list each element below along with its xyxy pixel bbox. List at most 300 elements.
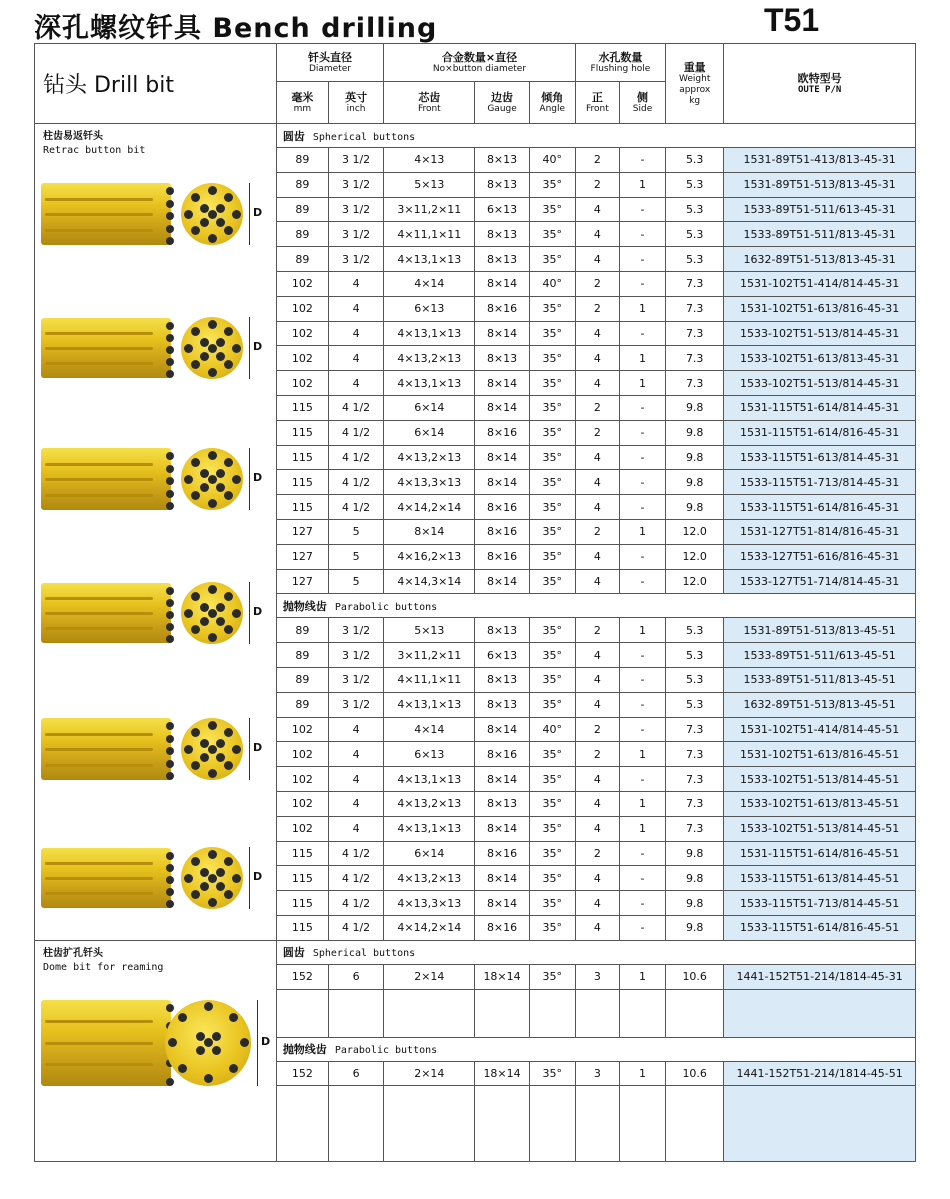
table-cell: - (619, 395, 665, 420)
dimension-label: D (253, 471, 263, 484)
part-number-cell: 1531-89T51-413/813-45-31 (724, 148, 916, 173)
part-number-cell: 1533-102T51-513/814-45-31 (724, 371, 916, 396)
table-cell: 4 (328, 346, 383, 371)
table-cell: 4×13,3×13 (384, 470, 475, 495)
table-cell: 6×13 (384, 742, 475, 767)
table-cell: 115 (276, 866, 328, 891)
table-cell: 4 (328, 296, 383, 321)
table-cell: 8×14 (475, 321, 529, 346)
table-cell: - (619, 891, 665, 916)
table-cell: - (619, 643, 665, 668)
table-cell: 115 (276, 395, 328, 420)
table-cell: 3×11,2×11 (384, 643, 475, 668)
inch-heading: 英寸 inch (328, 82, 383, 124)
table-cell: 8×14 (475, 767, 529, 792)
part-number-cell: 1531-115T51-614/816-45-31 (724, 420, 916, 445)
part-number-cell: 1533-115T51-613/814-45-31 (724, 445, 916, 470)
weight-heading: 重量 Weight approx kg (666, 44, 724, 124)
table-cell: 4 (575, 197, 619, 222)
table-cell: 1 (619, 964, 665, 989)
table-cell: 4 (575, 222, 619, 247)
table-cell: 2 (575, 742, 619, 767)
table-cell: 3 1/2 (328, 172, 383, 197)
table-cell: 8×13 (475, 667, 529, 692)
table-cell: 35° (529, 915, 575, 940)
table-cell: 6 (328, 964, 383, 989)
table-cell: 89 (276, 618, 328, 643)
table-cell: 4×14 (384, 717, 475, 742)
table-cell: 12.0 (666, 519, 724, 544)
table-cell: 6×14 (384, 395, 475, 420)
table-cell: 4 (328, 371, 383, 396)
table-cell: 8×16 (475, 519, 529, 544)
table-cell: 3 (575, 964, 619, 989)
flushing-heading: 水孔数量 Flushing hole (575, 44, 665, 82)
part-number-cell: 1531-102T51-414/814-45-31 (724, 271, 916, 296)
table-cell: 5.3 (666, 247, 724, 272)
dimension-label: D (253, 741, 263, 754)
table-cell: 115 (276, 891, 328, 916)
table-cell: 9.8 (666, 420, 724, 445)
product-table (34, 43, 916, 1162)
table-cell: 10.6 (666, 964, 724, 989)
table-cell: 115 (276, 915, 328, 940)
flush-front-heading: 正 Front (575, 82, 619, 124)
table-cell: 4×11,1×11 (384, 222, 475, 247)
table-cell: 8×14 (475, 395, 529, 420)
table-cell: 6×14 (384, 841, 475, 866)
section-heading: 抛物线齿 Parabolic buttons (276, 594, 915, 618)
dimension-label: D (261, 1034, 271, 1048)
table-cell: 115 (276, 470, 328, 495)
part-number-cell: 1533-102T51-513/814-45-51 (724, 816, 916, 841)
table-cell: 5.3 (666, 643, 724, 668)
table-cell: 4 (575, 495, 619, 520)
table-cell: 18×14 (475, 964, 529, 989)
table-cell: 35° (529, 395, 575, 420)
part-number-cell: 1531-115T51-614/816-45-51 (724, 841, 916, 866)
table-cell: 3 1/2 (328, 148, 383, 173)
table-cell: 4×13,1×13 (384, 692, 475, 717)
table-cell: 12.0 (666, 569, 724, 594)
table-cell: 115 (276, 420, 328, 445)
drill-bit-image (41, 844, 271, 914)
table-cell: 4 1/2 (328, 891, 383, 916)
part-number-cell: 1632-89T51-513/813-45-31 (724, 247, 916, 272)
table-cell: - (619, 445, 665, 470)
part-number-cell: 1533-89T51-511/813-45-31 (724, 222, 916, 247)
table-cell: 7.3 (666, 271, 724, 296)
table-cell: 35° (529, 296, 575, 321)
table-cell: 4 (575, 371, 619, 396)
table-cell: 89 (276, 172, 328, 197)
table-cell: 4 (575, 643, 619, 668)
table-cell: 4×14 (384, 271, 475, 296)
table-cell: 40° (529, 271, 575, 296)
table-cell: - (619, 915, 665, 940)
table-cell: 35° (529, 569, 575, 594)
table-cell: 102 (276, 791, 328, 816)
table-cell: 7.3 (666, 816, 724, 841)
table-cell: 6×13 (384, 296, 475, 321)
table-cell: - (619, 495, 665, 520)
table-cell: 35° (529, 172, 575, 197)
table-cell: - (619, 470, 665, 495)
table-cell: 4 (575, 915, 619, 940)
table-cell: 35° (529, 1061, 575, 1086)
drill-bit-image (41, 714, 271, 786)
bit-face-icon (181, 847, 243, 909)
section-heading: 抛物线齿 Parabolic buttons (276, 1037, 915, 1061)
table-cell: 2 (575, 717, 619, 742)
table-cell: 3 (575, 1061, 619, 1086)
table-cell: 1 (619, 791, 665, 816)
table-cell: 6 (328, 1061, 383, 1086)
table-cell: - (619, 321, 665, 346)
table-cell: - (619, 148, 665, 173)
table-cell: 8×16 (475, 742, 529, 767)
table-cell: 4×13,1×13 (384, 371, 475, 396)
table-cell: 4 (575, 569, 619, 594)
table-cell: 4 (575, 445, 619, 470)
table-cell: 8×14 (475, 371, 529, 396)
part-number-cell: 1533-89T51-511/613-45-31 (724, 197, 916, 222)
table-cell: 6×13 (475, 197, 529, 222)
table-cell: 35° (529, 816, 575, 841)
part-number-cell: 1533-102T51-613/813-45-31 (724, 346, 916, 371)
part-number-cell: 1632-89T51-513/813-45-51 (724, 692, 916, 717)
table-cell: 35° (529, 891, 575, 916)
part-number-cell: 1531-89T51-513/813-45-31 (724, 172, 916, 197)
table-cell: 2×14 (384, 964, 475, 989)
table-cell: 9.8 (666, 915, 724, 940)
table-cell: 8×13 (475, 247, 529, 272)
table-cell: 1 (619, 296, 665, 321)
table-cell: 127 (276, 544, 328, 569)
table-cell: 4×13,2×13 (384, 866, 475, 891)
table-cell: 8×16 (475, 296, 529, 321)
table-cell: 3 1/2 (328, 618, 383, 643)
table-cell: 127 (276, 569, 328, 594)
table-cell: 4 1/2 (328, 495, 383, 520)
table-cell: 8×13 (475, 222, 529, 247)
table-cell: 1 (619, 1061, 665, 1086)
table-cell: 4 (328, 271, 383, 296)
table-cell: 4 1/2 (328, 915, 383, 940)
buttons-heading: 合金数量×直径 No×button diameter (384, 44, 576, 82)
angle-heading: 倾角 Angle (529, 82, 575, 124)
table-cell: 35° (529, 247, 575, 272)
bit-group-cell (35, 940, 277, 1162)
table-cell: 35° (529, 866, 575, 891)
table-cell: 35° (529, 692, 575, 717)
table-cell: 4 (575, 667, 619, 692)
table-cell: 3 1/2 (328, 692, 383, 717)
table-cell: 2 (575, 841, 619, 866)
table-cell: 5×13 (384, 172, 475, 197)
table-cell: 1 (619, 816, 665, 841)
table-cell: 89 (276, 197, 328, 222)
table-cell: 4 1/2 (328, 420, 383, 445)
table-cell: - (619, 767, 665, 792)
table-cell: - (619, 197, 665, 222)
table-cell: 4 (575, 866, 619, 891)
table-cell: 102 (276, 717, 328, 742)
table-cell: 4×13,1×13 (384, 247, 475, 272)
table-cell: 8×14 (475, 445, 529, 470)
table-cell: 8×13 (475, 346, 529, 371)
table-cell: 152 (276, 964, 328, 989)
table-cell: 89 (276, 247, 328, 272)
part-number-cell: 1533-89T51-511/613-45-51 (724, 643, 916, 668)
table-cell: 5×13 (384, 618, 475, 643)
table-cell: 7.3 (666, 346, 724, 371)
flush-side-heading: 侧 Side (619, 82, 665, 124)
table-cell: 35° (529, 841, 575, 866)
table-cell: 102 (276, 271, 328, 296)
table-cell: 4 (575, 692, 619, 717)
table-cell: 8×16 (475, 495, 529, 520)
section-heading: 圆齿 Spherical buttons (276, 124, 915, 148)
table-cell: 12.0 (666, 544, 724, 569)
table-cell: 40° (529, 148, 575, 173)
table-cell: 7.3 (666, 296, 724, 321)
table-cell: 8×13 (475, 148, 529, 173)
table-cell: 89 (276, 222, 328, 247)
part-number-cell: 1531-102T51-613/816-45-31 (724, 296, 916, 321)
table-cell: 8×14 (475, 470, 529, 495)
table-cell: 8×14 (475, 816, 529, 841)
table-cell: 35° (529, 222, 575, 247)
table-cell: 4×16,2×13 (384, 544, 475, 569)
table-cell: 8×13 (475, 791, 529, 816)
table-cell: 5.3 (666, 222, 724, 247)
table-cell: 35° (529, 964, 575, 989)
part-number-cell: 1533-115T51-713/814-45-51 (724, 891, 916, 916)
table-cell: 8×13 (475, 692, 529, 717)
bit-group-label: 柱齿易返钎头 Retrac button bit (43, 131, 146, 156)
pn-heading: 欧特型号 OUTE P/N (724, 44, 916, 124)
table-cell: 4×13,2×13 (384, 346, 475, 371)
table-cell: 115 (276, 841, 328, 866)
dimension-label: D (253, 870, 263, 883)
table-cell: 35° (529, 742, 575, 767)
table-cell: 35° (529, 371, 575, 396)
table-cell: 102 (276, 321, 328, 346)
table-cell: 35° (529, 643, 575, 668)
table-cell: 7.3 (666, 371, 724, 396)
table-cell: 1 (619, 346, 665, 371)
table-cell: 4×14,2×14 (384, 915, 475, 940)
table-cell: 9.8 (666, 891, 724, 916)
bit-face-icon (181, 582, 243, 644)
bit-group-label: 柱齿扩孔钎头 Dome bit for reaming (43, 947, 164, 973)
table-cell: 4×13,3×13 (384, 891, 475, 916)
table-cell: 3 1/2 (328, 643, 383, 668)
drill-bit-image (41, 444, 271, 516)
part-number-cell: 1533-115T51-614/816-45-51 (724, 915, 916, 940)
table-cell: 7.3 (666, 742, 724, 767)
table-cell: 4×11,1×11 (384, 667, 475, 692)
table-cell: 4 (328, 742, 383, 767)
part-number-cell: 1533-102T51-513/814-45-51 (724, 767, 916, 792)
table-cell: 3 1/2 (328, 667, 383, 692)
table-cell: 102 (276, 371, 328, 396)
table-cell: 8×14 (475, 271, 529, 296)
table-cell: 2 (575, 271, 619, 296)
table-cell: 8×14 (384, 519, 475, 544)
table-cell: 8×16 (475, 544, 529, 569)
table-cell: 4 (328, 321, 383, 346)
table-cell: 102 (276, 816, 328, 841)
bit-face-icon (181, 448, 243, 510)
table-cell: 2 (575, 296, 619, 321)
part-number-cell: 1531-115T51-614/814-45-31 (724, 395, 916, 420)
table-cell: 5.3 (666, 667, 724, 692)
table-cell: 35° (529, 544, 575, 569)
table-cell: 4 1/2 (328, 470, 383, 495)
table-cell: 9.8 (666, 866, 724, 891)
page-title: 深孔螺纹钎具 Bench drilling (34, 13, 438, 44)
table-cell: 4 (328, 816, 383, 841)
drill-bit-image (41, 314, 271, 384)
bit-face-icon (181, 718, 243, 780)
table-cell: 4 1/2 (328, 866, 383, 891)
table-cell: 7.3 (666, 717, 724, 742)
table-cell: 2 (575, 618, 619, 643)
dimension-label: D (253, 605, 263, 618)
part-number-cell: 1531-102T51-414/814-45-51 (724, 717, 916, 742)
table-cell: 102 (276, 296, 328, 321)
table-cell: 152 (276, 1061, 328, 1086)
table-cell: 3×11,2×11 (384, 197, 475, 222)
table-cell: 35° (529, 445, 575, 470)
table-cell: 4 1/2 (328, 395, 383, 420)
table-cell: 8×14 (475, 866, 529, 891)
table-cell: 35° (529, 667, 575, 692)
front-button-heading: 芯齿 Front (384, 82, 475, 124)
table-cell: 102 (276, 767, 328, 792)
table-cell: 3 1/2 (328, 222, 383, 247)
table-cell: 35° (529, 321, 575, 346)
part-number-cell: 1441-152T51-214/1814-45-31 (724, 964, 916, 989)
table-cell: 2 (575, 395, 619, 420)
table-cell: 35° (529, 618, 575, 643)
table-cell: 5 (328, 569, 383, 594)
part-number-cell: 1533-127T51-714/814-45-31 (724, 569, 916, 594)
table-cell: 5 (328, 519, 383, 544)
part-number-cell: 1533-115T51-613/814-45-51 (724, 866, 916, 891)
table-cell: - (619, 569, 665, 594)
bit-face-icon (181, 317, 243, 379)
table-cell: 1 (619, 742, 665, 767)
table-cell: 2×14 (384, 1061, 475, 1086)
table-cell: 5.3 (666, 197, 724, 222)
table-cell: 7.3 (666, 791, 724, 816)
table-cell: 6×14 (384, 420, 475, 445)
part-number-cell: 1533-89T51-511/813-45-51 (724, 667, 916, 692)
table-cell: 9.8 (666, 495, 724, 520)
table-cell: 115 (276, 495, 328, 520)
table-cell: 4×13 (384, 148, 475, 173)
table-cell: 10.6 (666, 1061, 724, 1086)
table-cell: 8×14 (475, 569, 529, 594)
table-cell: 8×13 (475, 618, 529, 643)
part-number-cell: 1533-115T51-713/814-45-31 (724, 470, 916, 495)
table-cell: 35° (529, 767, 575, 792)
table-cell: - (619, 692, 665, 717)
gauge-button-heading: 边齿 Gauge (475, 82, 529, 124)
table-cell: 89 (276, 643, 328, 668)
table-cell: 89 (276, 148, 328, 173)
table-cell: 8×16 (475, 420, 529, 445)
table-cell: 89 (276, 667, 328, 692)
drill-bit-image (41, 579, 271, 649)
table-cell: - (619, 544, 665, 569)
part-number-cell: 1533-102T51-513/814-45-31 (724, 321, 916, 346)
table-cell: 2 (575, 420, 619, 445)
table-cell: 9.8 (666, 395, 724, 420)
table-cell: 89 (276, 692, 328, 717)
bit-face-icon (181, 183, 243, 245)
table-cell: 8×14 (475, 717, 529, 742)
table-cell: 18×14 (475, 1061, 529, 1086)
table-cell: 4 (575, 321, 619, 346)
table-cell: - (619, 420, 665, 445)
table-cell: 4 1/2 (328, 841, 383, 866)
table-cell: - (619, 667, 665, 692)
table-cell: 2 (575, 172, 619, 197)
table-cell: 1 (619, 371, 665, 396)
table-cell: 35° (529, 197, 575, 222)
bit-face-icon (165, 1000, 251, 1086)
table-cell: 2 (575, 519, 619, 544)
table-cell: 7.3 (666, 767, 724, 792)
table-cell: 4 (575, 544, 619, 569)
table-cell: 2 (575, 148, 619, 173)
part-number-cell: 1533-115T51-614/816-45-31 (724, 495, 916, 520)
table-cell: 4 (328, 717, 383, 742)
table-cell: 9.8 (666, 445, 724, 470)
part-number-cell: 1441-152T51-214/1814-45-51 (724, 1061, 916, 1086)
table-cell: - (619, 841, 665, 866)
table-cell: 5.3 (666, 172, 724, 197)
part-number-cell: 1531-102T51-613/816-45-51 (724, 742, 916, 767)
series-code: T51 (764, 2, 820, 38)
table-cell: 5.3 (666, 618, 724, 643)
mm-heading: 毫米 mm (276, 82, 328, 124)
table-cell: 102 (276, 742, 328, 767)
table-cell: 4 (328, 791, 383, 816)
table-cell: 4×13,1×13 (384, 321, 475, 346)
table-cell: 5.3 (666, 692, 724, 717)
table-cell: 1 (619, 618, 665, 643)
table-cell: - (619, 271, 665, 296)
part-number-cell: 1531-89T51-513/813-45-51 (724, 618, 916, 643)
table-cell: 35° (529, 519, 575, 544)
table-cell: 4×13,1×13 (384, 816, 475, 841)
drill-bit-heading: 钻头 Drill bit (35, 44, 277, 124)
table-cell: 4 1/2 (328, 445, 383, 470)
table-cell: 5 (328, 544, 383, 569)
table-cell: 40° (529, 717, 575, 742)
table-cell: 4 (575, 891, 619, 916)
section-heading: 圆齿 Spherical buttons (276, 940, 915, 964)
table-cell: 4 (575, 816, 619, 841)
part-number-cell: 1531-127T51-814/816-45-31 (724, 519, 916, 544)
bit-group-cell (35, 124, 277, 941)
table-cell: 35° (529, 495, 575, 520)
